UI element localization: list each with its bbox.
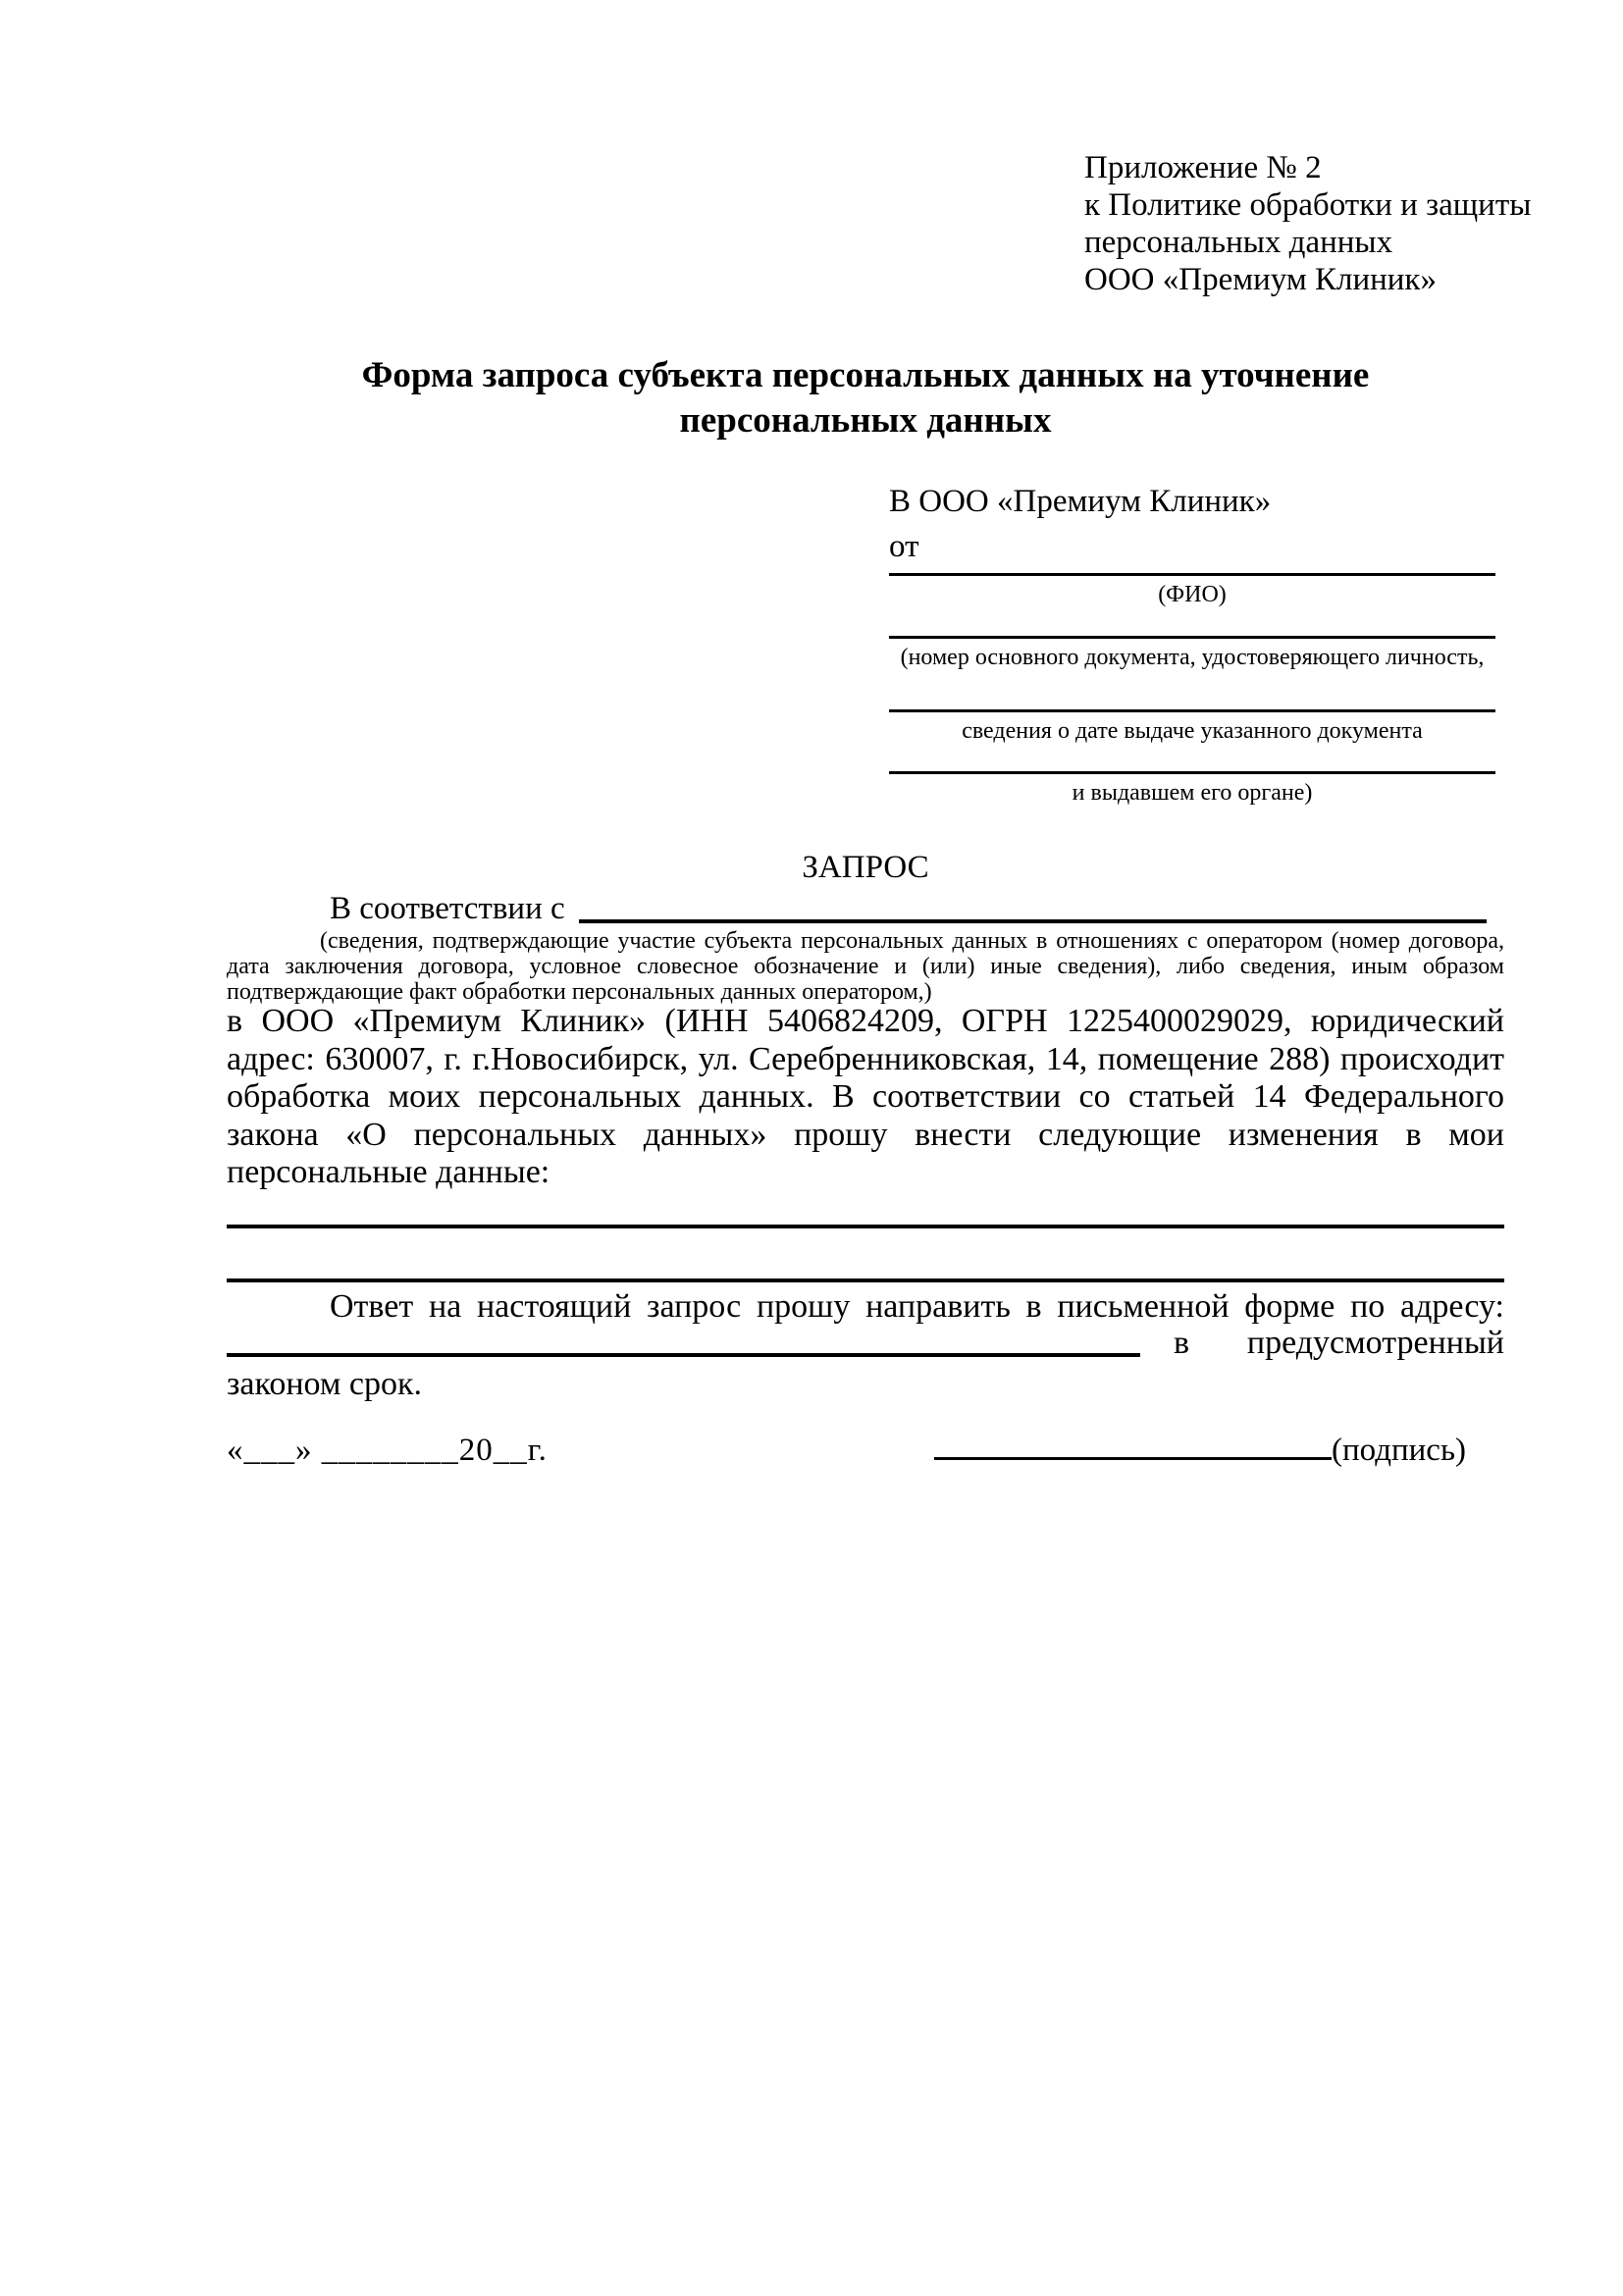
reply-address-field-line[interactable] — [227, 1353, 1140, 1357]
basis-row — [330, 889, 1487, 928]
reply-sentence: Ответ на настоящий запрос прошу направить в письменной форме по адресу: — [330, 1288, 1504, 1325]
signature-caption: (подпись) — [1332, 1433, 1466, 1468]
basis-field-note: (сведения, подтверждающие участие субъекта персональных данных в отношениях с оператором (номер договора, дата заключения договора, условное словесное обозначение и (или) иные сведения), либо сведения, иным образом подтверждающие факт обработки персональных данных оператором,) — [227, 928, 1504, 1005]
appendix-note-line: Приложение № 2 — [1084, 150, 1322, 185]
document-number-field-line[interactable] — [889, 636, 1495, 639]
page-title-line: Форма запроса субъекта персональных данных на уточнение — [361, 355, 1370, 395]
basis-prefix: В соответствии с — [330, 891, 565, 926]
appendix-note-line: к Политике обработки и защиты — [1084, 187, 1532, 223]
signature-group — [934, 1433, 1466, 1469]
reply-sentence-tail — [1174, 1325, 1504, 1362]
issuing-authority-field-line[interactable] — [889, 771, 1495, 774]
request-heading: ЗАПРОС — [802, 850, 929, 885]
appendix-note-line: ООО «Премиум Клиник» — [1084, 262, 1437, 297]
changes-field-line-1[interactable] — [227, 1225, 1504, 1228]
signature-field-line[interactable] — [934, 1457, 1332, 1460]
addressee-to: В ООО «Премиум Клиник» — [889, 484, 1272, 519]
page-title-line: персональных данных — [679, 400, 1052, 441]
issuing-authority-field-caption: и выдавшем его органе) — [1072, 780, 1313, 806]
document-number-field-caption: (номер основного документа, удостоверяющего личность, — [900, 645, 1485, 670]
addressee-from-label: от — [889, 529, 919, 564]
reply-word: предусмотренный — [1246, 1325, 1504, 1361]
basis-field-line[interactable] — [579, 889, 1487, 923]
reply-sentence-end: законом срок. — [227, 1366, 422, 1402]
fio-field-caption: (ФИО) — [1158, 582, 1227, 607]
fio-field-line[interactable] — [889, 573, 1495, 576]
page-title — [227, 353, 1504, 444]
date-blank-field[interactable]: «___» ________20__г. — [227, 1433, 548, 1468]
issue-date-field-line[interactable] — [889, 709, 1495, 712]
appendix-note — [1084, 149, 1531, 298]
changes-field-line-2[interactable] — [227, 1278, 1504, 1282]
request-body-paragraph: в ООО «Премиум Клиник» (ИНН 5406824209, ОГРН 1225400029029, юридический адрес: 630007, г. г.Новосибирск, ул. Серебренниковская, 14, помещение 288) происходит обработка моих персональных данных. В соответствии со статьей 14 Федерального закона «О персональных данных» прошу внести следующие изменения в мои персональные данные: — [227, 1003, 1504, 1190]
issue-date-field-caption: сведения о дате выдаче указанного документа — [962, 718, 1423, 744]
appendix-note-line: персональных данных — [1084, 225, 1393, 260]
reply-word: в — [1174, 1325, 1190, 1361]
